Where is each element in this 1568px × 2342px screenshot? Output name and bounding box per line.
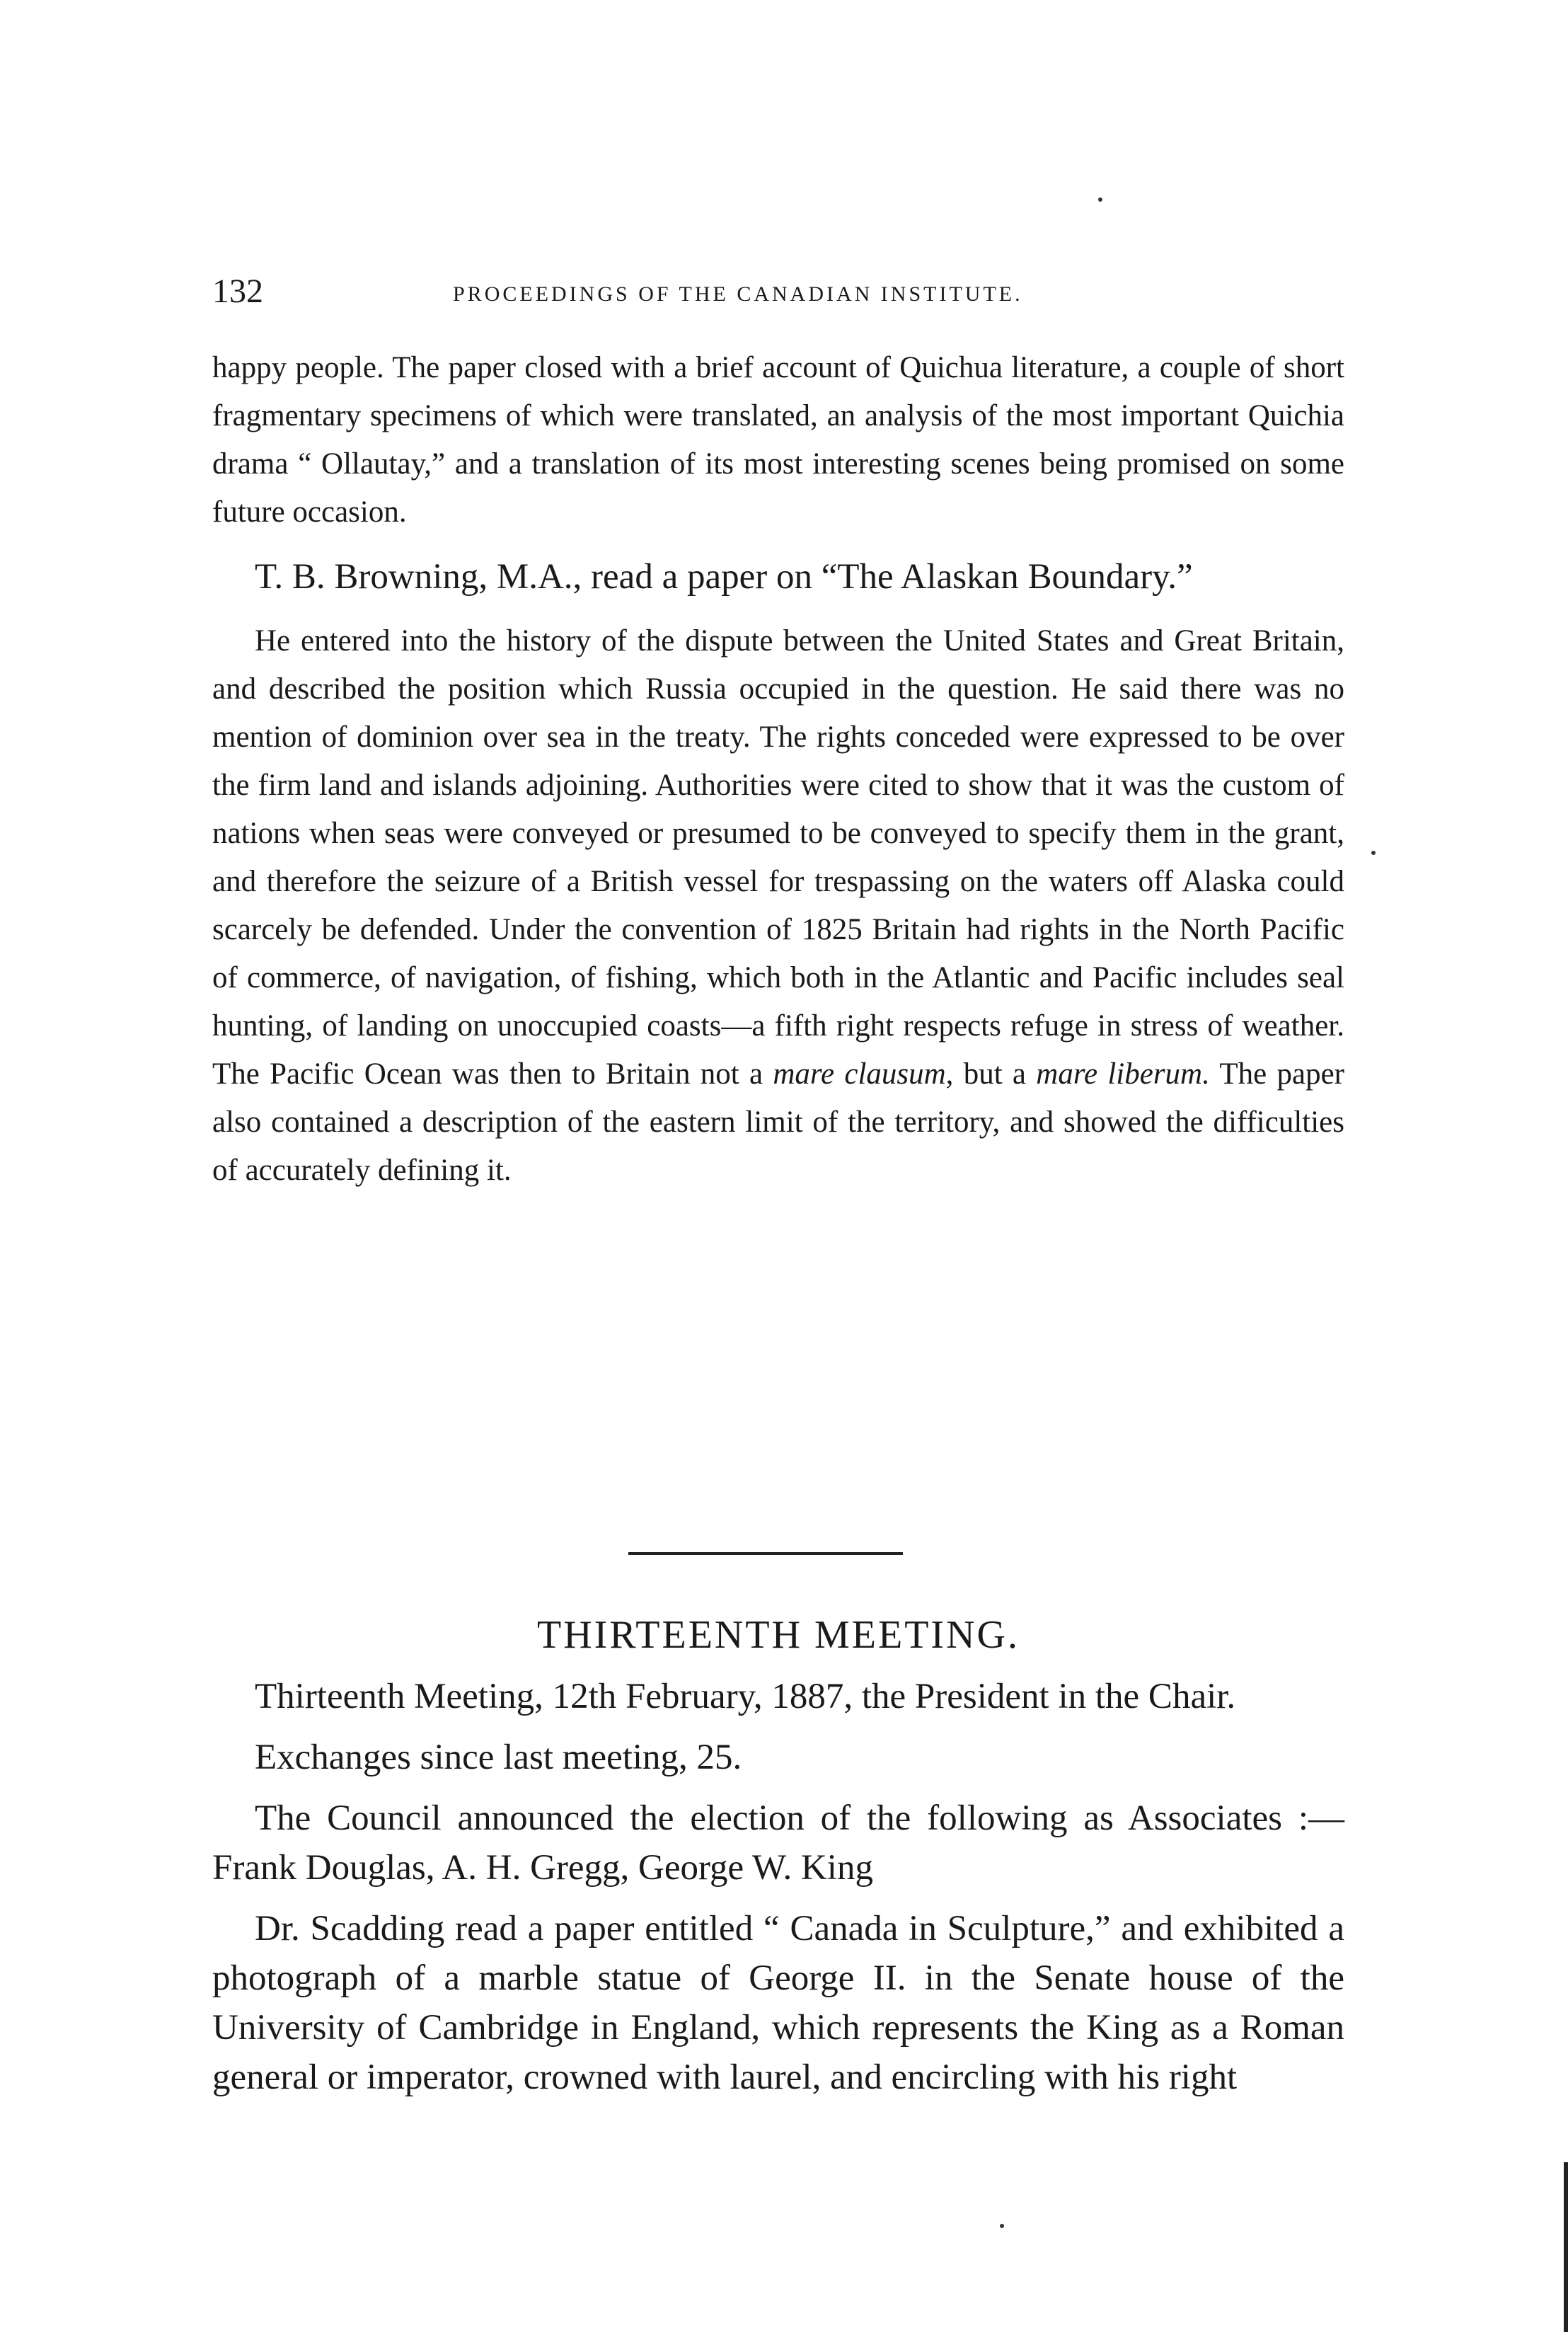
- running-title: PROCEEDINGS OF THE CANADIAN INSTITUTE.: [453, 282, 1023, 306]
- page-header: [212, 270, 1160, 313]
- paragraph-text-end: The paper also contained a description of the eastern limit of the territory, and showed the difficulties of accurately defining it.: [212, 1057, 1344, 1187]
- body-text-lower: [212, 1672, 1344, 2102]
- paragraph-text-mid: but a: [953, 1057, 1037, 1091]
- speck-mark: [1371, 851, 1376, 855]
- page-number: 132: [212, 272, 263, 310]
- speck-mark: [1000, 2224, 1004, 2228]
- paragraph-browning: T. B. Browning, M.A., read a paper on “The Alaskan Boundary.”: [255, 557, 1193, 597]
- paragraph-quichua: happy people. The paper closed with a brief account of Quichua literature, a couple of short fragmentary specimens of which were translated, an analysis of the most important Quichia drama “ Ollautay,” and a translation of its most interesting scenes being promised on some future occasion.: [212, 351, 1344, 529]
- italic-mare-clausum: mare clausum,: [773, 1057, 954, 1091]
- speck-mark: [1098, 197, 1102, 202]
- paragraph-text-start: He entered into the history of the dispute between the United States and Great Britain, and described the position which Russia occupied in the question. He said there was no mention of dominion over sea in the treaty. The rights conceded were expressed to be over the firm land and islands adjoining. Authorities were cited to show that it was the custom of nations when seas were conveyed or presumed to be conveyed to specify them in the grant, and therefore the seizure of a British vessel for trespassing on the waters off Alaska could scarcely be defended. Under the convention of 1825 Britain had rights in the North Pacific of commerce, of navigation, of fishing, which both in the Atlantic and Pacific includes seal hunting, of landing on unoccupied coasts—a fifth right respects refuge in stress of weather. The Pacific Ocean was then to Britain not a: [212, 624, 1344, 1091]
- paragraph-scadding: Dr. Scadding read a paper entitled “ Canada in Sculpture,” and exhibited a photograph of a marble statue of George II. in the Senate house of the University of Cambridge in England, which represents the King as a Roman general or imperator, crowned with laurel, and encircling with his right: [212, 1909, 1344, 2097]
- section-divider: [628, 1552, 903, 1555]
- paragraph-meeting-date: Thirteenth Meeting, 12th February, 1887, the President in the Chair.: [255, 1677, 1236, 1716]
- scan-edge-mark: [1564, 2162, 1568, 2332]
- section-heading: THIRTEENTH MEETING.: [537, 1613, 1020, 1657]
- body-text-upper: [212, 344, 1344, 1195]
- paragraph-exchanges: Exchanges since last meeting, 25.: [255, 1738, 742, 1777]
- paragraph-alaskan-boundary: [212, 617, 1344, 1195]
- italic-mare-liberum: mare liberum.: [1036, 1057, 1210, 1091]
- paragraph-associates: The Council announced the election of the following as Associates :—Frank Douglas, A. H. Gregg, George W. King: [212, 1798, 1344, 1888]
